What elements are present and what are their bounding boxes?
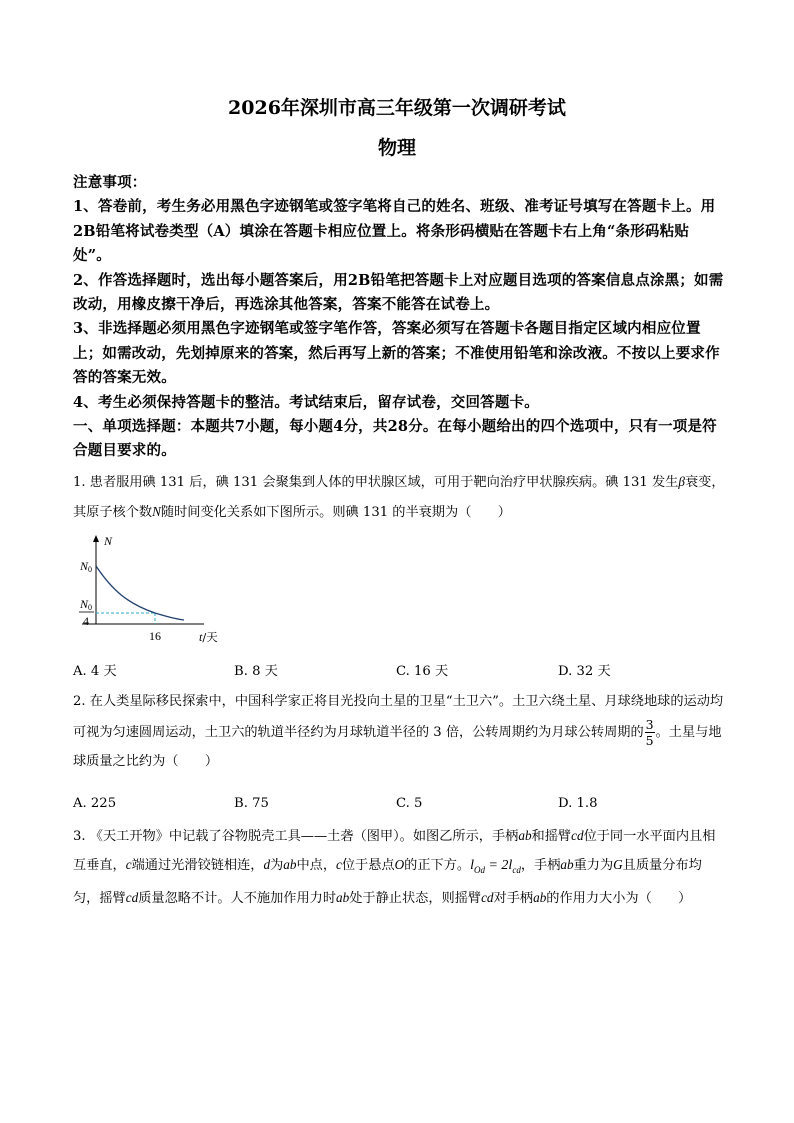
- y-axis-label: N: [104, 534, 113, 548]
- instruction-item-4: 4、考生必须保持答题卡的整洁。考试结束后，留存试卷，交回答题卡。: [73, 393, 539, 411]
- question-2-text: 2. 在人类星际移民探索中，中国科学家正将目光投向土星的卫星“土卫六”。土卫六绕土星、月球绕地球的运动均可视为匀速圆周运动，土卫六的轨道半径约为月球轨道半径的 3 倍，公转周期约为月球公转周期的 $\frac{3}{5}$ 。土星与地球质量之比约为（ ）: [73, 694, 724, 769]
- q2-option-a[interactable]: A. 225: [73, 796, 117, 811]
- x-tick-16: 16: [149, 629, 161, 643]
- q2-option-b[interactable]: B. 75: [234, 796, 269, 811]
- question-3-text: 3. 《天工开物》中记载了谷物脱壳工具——土砻（图甲）。如图乙所示，手柄ab和摇臂cd位于同一水平面内且相互垂直，c端通过光滑铰链相连，d为ab中点，c位于悬点O的正下方。$l_{Od} = 2l_{cd}$，手柄ab重力为G且质量分布均匀，摇臂cd质量忽略不计。人不施加作用力时ab处于静止状态，则摇臂cd对手柄ab的作用力大小为（ ）: [73, 828, 716, 906]
- q2-option-d[interactable]: D. 1.8: [558, 796, 598, 811]
- question-2-options: [73, 796, 725, 816]
- y-tick-quarter-denominator: 4: [83, 614, 89, 628]
- question-1-options: [73, 660, 725, 680]
- question-1: [73, 468, 725, 527]
- y-tick-n0: N0: [80, 559, 93, 574]
- decay-graph: [76, 532, 236, 648]
- x-axis-label: t/天: [199, 630, 218, 644]
- instructions-heading: 注意事项：: [73, 174, 147, 191]
- subject-title: 物理: [377, 137, 416, 159]
- question-1-text: 1. 患者服用碘 131 后，碘 131 会聚集到人体的甲状腺区域，可用于靶向治疗甲状腺疾病。碘 131 发生β衰变，其原子核个数N随时间变化关系如下图所示。则碘 131 的半衰期为（ ）: [73, 474, 725, 520]
- q1-option-d[interactable]: D. 32 天: [558, 664, 611, 679]
- length-relation-formula: $l_{Od} = 2l_{cd}$: [470, 858, 521, 875]
- question-2: [73, 688, 725, 776]
- fraction-3-5: $\frac{3}{5}$: [645, 716, 654, 748]
- instructions: [73, 171, 725, 464]
- instruction-item-2: 2、作答选择题时，选出每小题答案后，用2B铅笔把答题卡上对应题目选项的答案信息点涂黑；如需改动，用橡皮擦干净后，再选涂其他答案，答案不能答在试卷上。: [73, 271, 724, 314]
- section-heading: 一、单项选择题：本题共7小题，每小题4分，共28分。在每小题给出的四个选项中，只有一项是符合题目要求的。: [73, 418, 717, 460]
- q1-option-b[interactable]: B. 8 天: [234, 664, 278, 679]
- y-tick-quarter-numerator: N0: [80, 597, 93, 612]
- question-3: [73, 822, 725, 913]
- q1-option-c[interactable]: C. 16 天: [396, 664, 449, 679]
- decay-curve: [96, 566, 184, 620]
- q2-option-c[interactable]: C. 5: [396, 796, 423, 811]
- instruction-item-3: 3、非选择题必须用黑色字迹钢笔或签字笔作答，答案必须写在答题卡各题目指定区域内相应位置上；如需改动，先划掉原来的答案，然后再写上新的答案；不准使用铅笔和涂改液。不按以上要求作答的答案无效。: [73, 320, 720, 387]
- y-axis-arrow-icon: [93, 535, 99, 542]
- exam-title: 2026年深圳市高三年级第一次调研考试: [228, 97, 566, 119]
- instruction-item-1: 1、答卷前，考生务必用黑色字迹钢笔或签字笔将自己的姓名、班级、准考证号填写在答题卡上。用2B铅笔将试卷类型（A）填涂在答题卡相应位置上。将条形码横贴在答题卡右上角“条形码粘贴处”。: [73, 198, 716, 265]
- q1-option-a[interactable]: A. 4 天: [73, 664, 117, 679]
